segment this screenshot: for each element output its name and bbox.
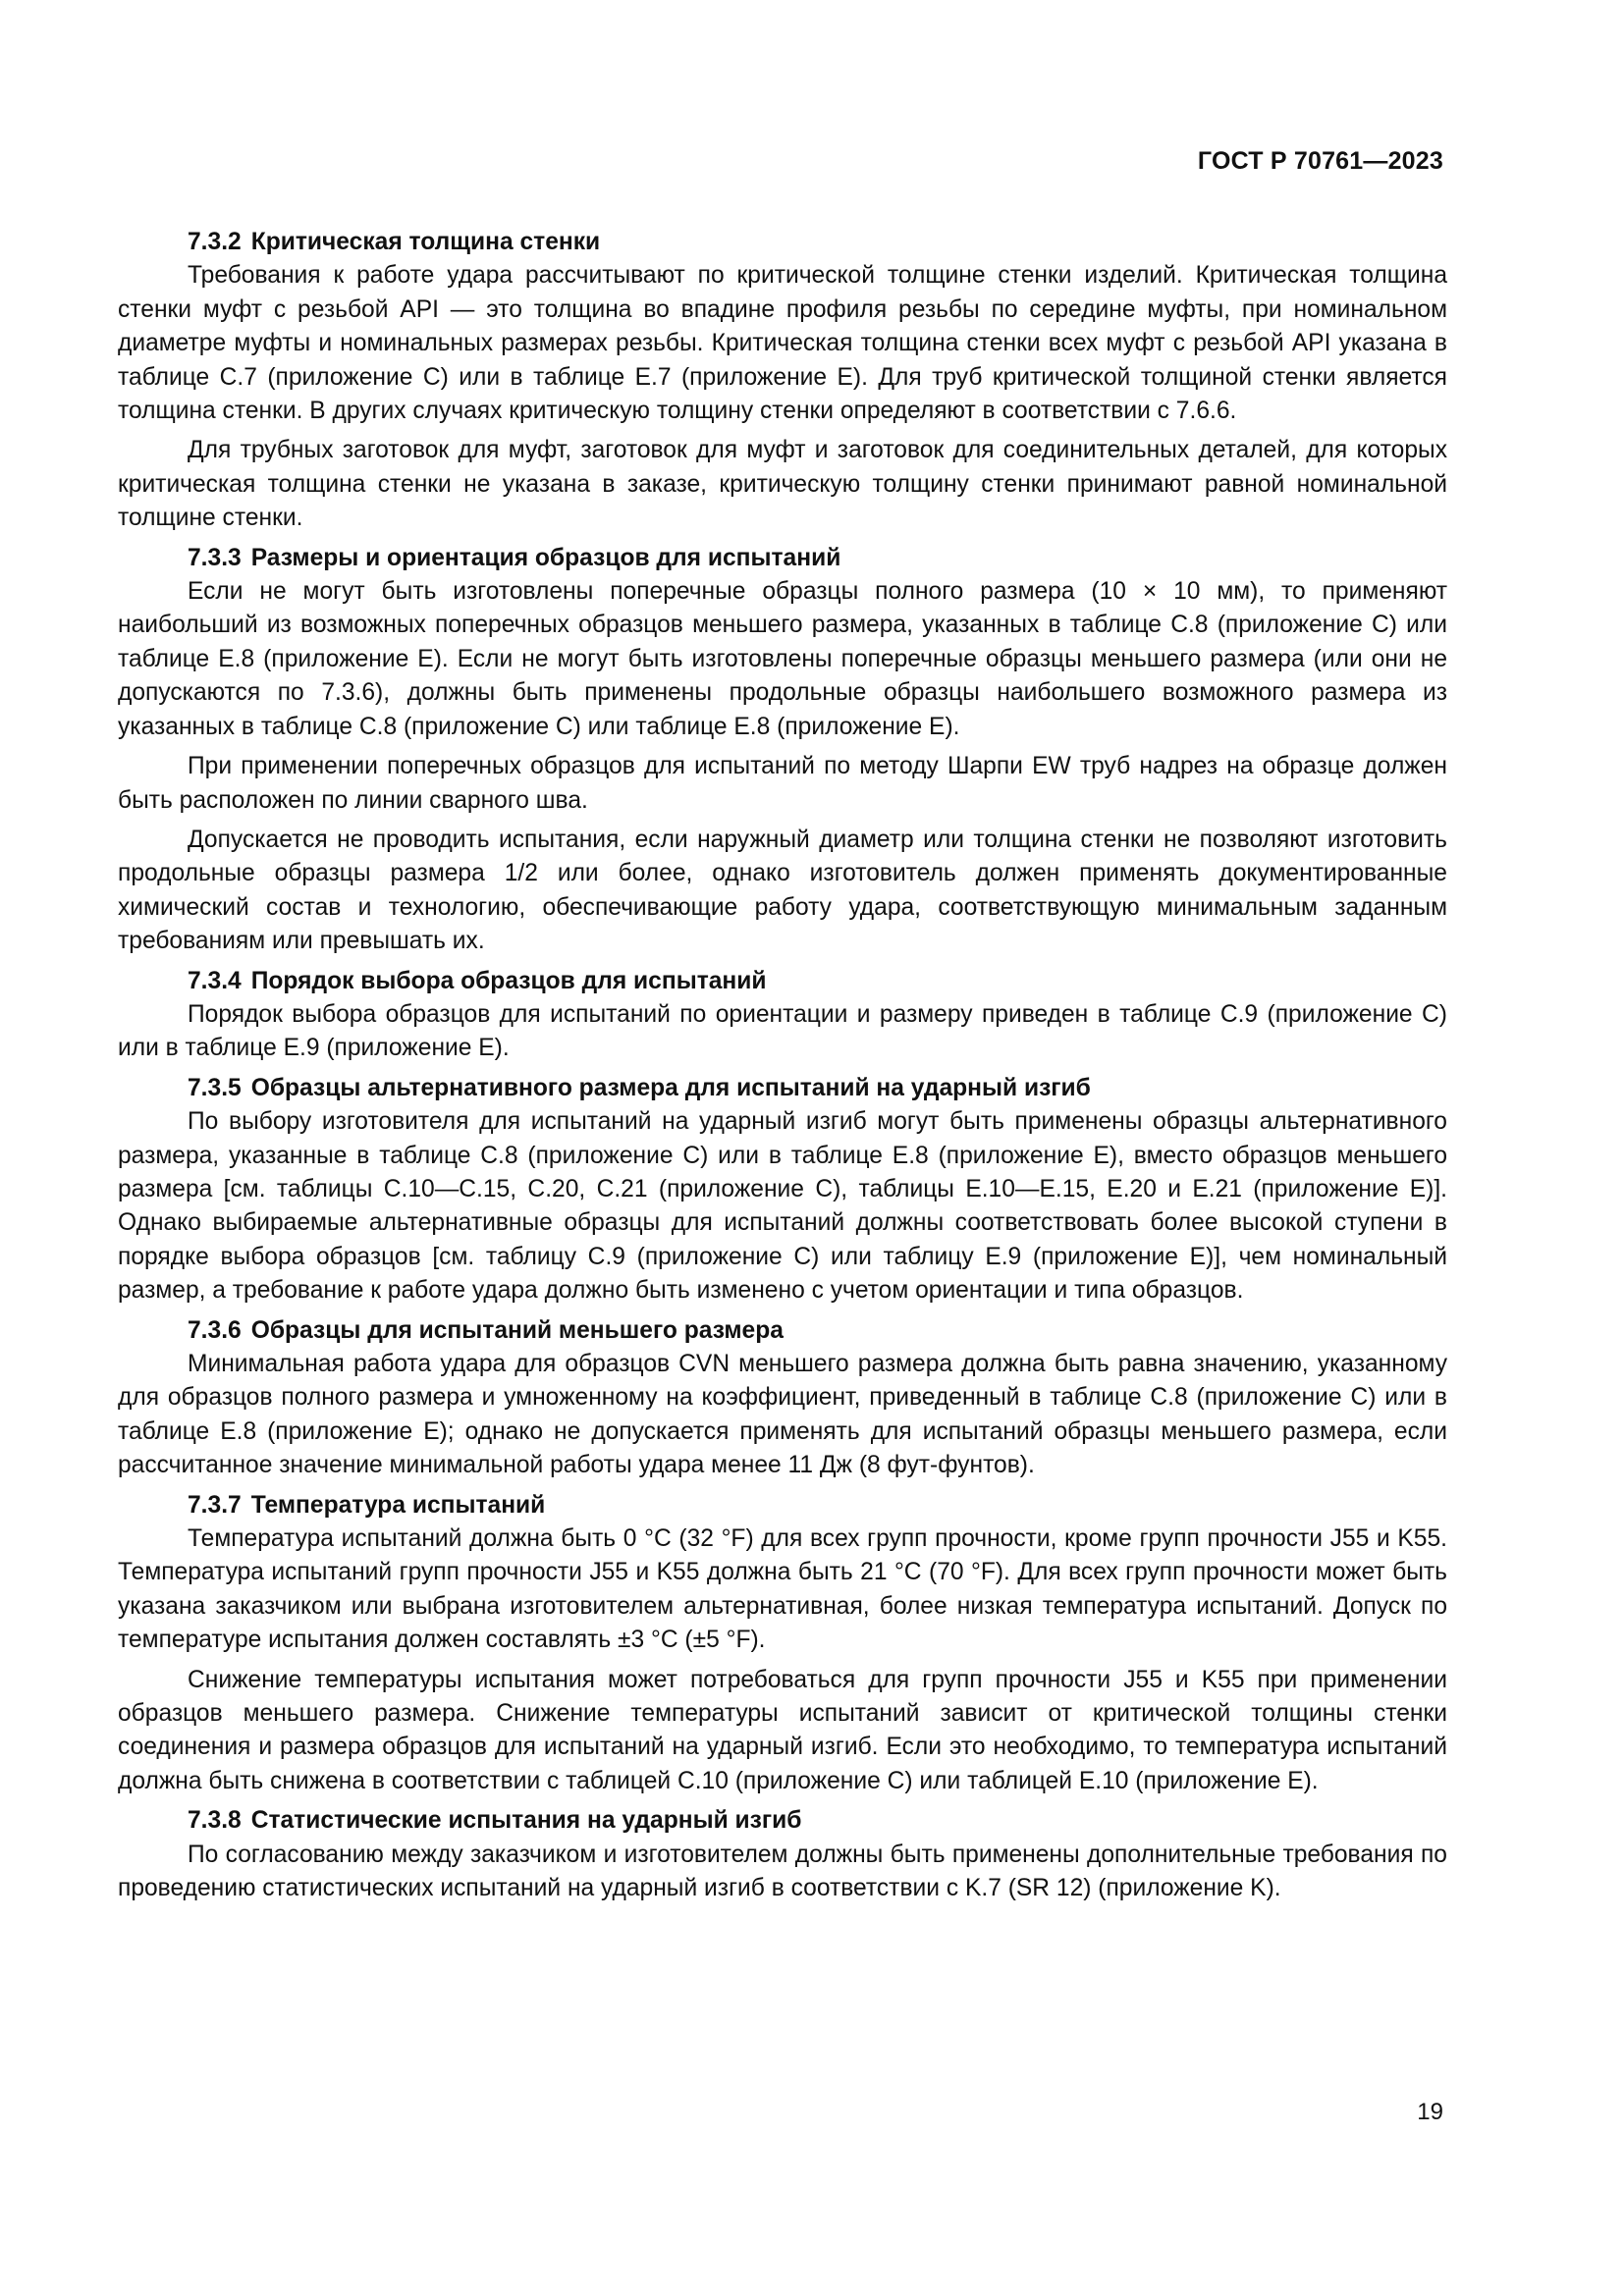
section-heading [118, 1804, 1447, 1838]
section-heading [118, 965, 1447, 998]
section-number: 7.3.7 [188, 1491, 242, 1519]
paragraph: Если не могут быть изготовлены поперечные образцы полного размера (10 × 10 мм), то применяют наибольший из возможных поперечных образцов меньшего размера, указанных в таблице C.8 (приложение C) или таблице E.8 (приложение E). Если не могут быть изготовлены поперечные образцы меньшего размера (или они не допускаются по 7.3.6), должны быть применены продольные образцы наибольшего возможного размера из указанных в таблице C.8 (приложение C) или таблице E.8 (приложение E). [118, 578, 1447, 740]
section-heading [118, 1072, 1447, 1105]
paragraph: Минимальная работа удара для образцов CVN меньшего размера должна быть равна значению, указанному для образцов полного размера и умноженному на коэффициент, приведенный в таблице C.8 (приложение C) или в таблице E.8 (приложение E); однако не допускается применять для испытаний образцы меньшего размера, если рассчитанное значение минимальной работы удара менее 11 Дж (8 фут-фунтов). [118, 1351, 1447, 1479]
section-7-3-2 [118, 226, 1447, 536]
page-number: 19 [1417, 2099, 1443, 2125]
section-heading [118, 1489, 1447, 1522]
section-number: 7.3.3 [188, 544, 242, 571]
paragraph: Порядок выбора образцов для испытаний по ориентации и размеру приведен в таблице C.9 (приложение C) или в таблице E.9 (приложение E). [118, 1000, 1447, 1062]
section-7-3-4 [118, 965, 1447, 1066]
section-title: Образцы альтернативного размера для испытаний на ударный изгиб [250, 1074, 1091, 1101]
section-title: Температура испытаний [250, 1491, 546, 1519]
section-title: Размеры и ориентация образцов для испытаний [250, 544, 841, 571]
section-number: 7.3.4 [188, 967, 242, 994]
section-number: 7.3.5 [188, 1074, 242, 1101]
section-7-3-7 [118, 1489, 1447, 1799]
section-heading [118, 542, 1447, 575]
paragraph: При применении поперечных образцов для испытаний по методу Шарпи EW труб надрез на образце должен быть расположен по линии сварного шва. [118, 753, 1447, 814]
section-7-3-8 [118, 1804, 1447, 1905]
section-7-3-5 [118, 1072, 1447, 1308]
section-title: Порядок выбора образцов для испытаний [250, 967, 767, 994]
paragraph: Температура испытаний должна быть 0 °C (32 °F) для всех групп прочности, кроме групп прочности J55 и K55. Температура испытаний групп прочности J55 и K55 должна быть 21 °C (70 °F). Для всех групп прочности может быть указана заказчиком или выбрана изготовителем альтернативная, более низкая температура испытаний. Допуск по температуре испытания должен составлять ±3 °C (±5 °F). [118, 1525, 1447, 1654]
section-number: 7.3.2 [188, 229, 242, 255]
paragraph: Для трубных заготовок для муфт, заготовок для муфт и заготовок для соединительных деталей, для которых критическая толщина стенки не указана в заказе, критическую толщину стенки принимают равной номинальной толщине стенки. [118, 437, 1447, 532]
section-number: 7.3.6 [188, 1316, 242, 1344]
section-heading [118, 1314, 1447, 1348]
section-heading [118, 226, 1447, 259]
section-title: Образцы для испытаний меньшего размера [250, 1316, 784, 1344]
section-number: 7.3.8 [188, 1807, 242, 1835]
paragraph: По выбору изготовителя для испытаний на ударный изгиб могут быть применены образцы альтернативного размера, указанные в таблице C.8 (приложение C) или в таблице E.8 (приложение E), вместо образцов меньшего размера [см. таблицы C.10—C.15, C.20, C.21 (приложение C), таблицы E.10—E.15, E.20 и E.21 (приложение E)]. Однако выбираемые альтернативные образцы для испытаний должны соответствовать более высокой ступени в порядке выбора образцов [см. таблицу C.9 (приложение C) или таблицу E.9 (приложение E)], чем номинальный размер, а требование к работе удара должно быть изменено с учетом ориентации и типа образцов. [118, 1108, 1447, 1305]
section-7-3-3 [118, 542, 1447, 959]
section-title: Критическая толщина стенки [250, 229, 601, 255]
paragraph: Допускается не проводить испытания, если наружный диаметр или толщина стенки не позволяют изготовить продольные образцы размера 1/2 или более, однако изготовитель должен применять документированные химический состав и технологию, обеспечивающие работу удара, соответствующую минимальным заданным требованиям или превышать их. [118, 826, 1447, 955]
paragraph: Требования к работе удара рассчитывают по критической толщине стенки изделий. Критическая толщина стенки муфт с резьбой API — это толщина во впадине профиля резьбы по середине муфты, при номинальном диаметре муфты и номинальных размерах резьбы. Критическая толщина стенки всех муфт с резьбой API указана в таблице C.7 (приложение C) или в таблице E.7 (приложение E). Для труб критической толщиной стенки является толщина стенки. В других случаях критическую толщину стенки определяют в соответствии с 7.6.6. [118, 262, 1447, 425]
standard-id-header: ГОСТ Р 70761—2023 [1197, 147, 1443, 175]
document-body [118, 226, 1447, 1912]
paragraph: Снижение температуры испытания может потребоваться для групп прочности J55 и K55 при применении образцов меньшего размера. Снижение температуры испытаний зависит от критической толщины стенки соединения и размера образцов для испытаний на ударный изгиб. Если это необходимо, то температура испытаний должна быть снижена в соответствии с таблицей C.10 (приложение C) или таблицей E.10 (приложение E). [118, 1666, 1447, 1794]
section-title: Статистические испытания на ударный изгиб [250, 1807, 802, 1835]
paragraph: По согласованию между заказчиком и изготовителем должны быть применены дополнительные требования по проведению статистических испытаний на ударный изгиб в соответствии с K.7 (SR 12) (приложение K). [118, 1841, 1447, 1902]
section-7-3-6 [118, 1314, 1447, 1483]
